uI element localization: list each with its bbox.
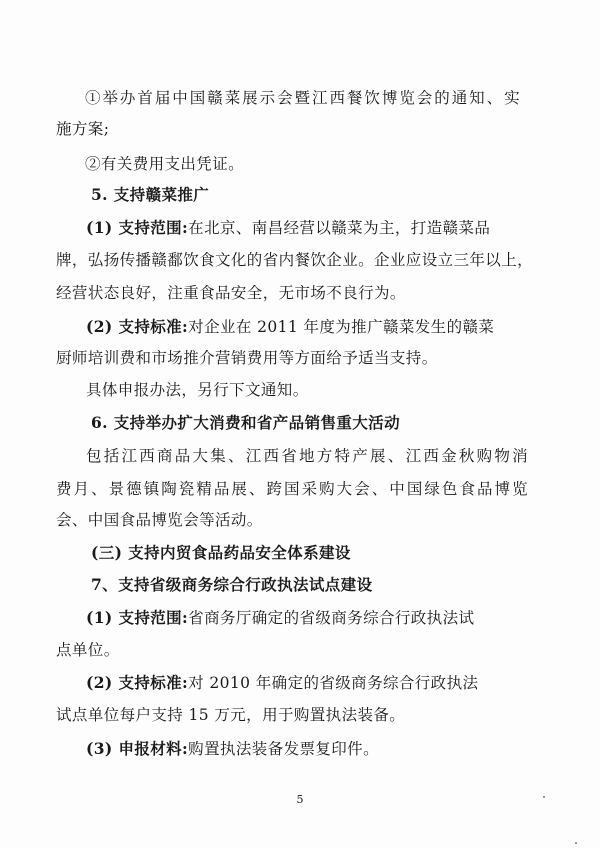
section-heading xyxy=(91,185,209,205)
body-line xyxy=(86,739,379,759)
line-text: ①举办首届中国赣菜展示会暨江西餐饮博览会的通知、实 xyxy=(85,89,520,107)
body-line xyxy=(86,218,490,238)
body-line xyxy=(86,380,309,400)
line-text: 点单位。 xyxy=(56,641,120,659)
body-line xyxy=(56,705,405,725)
scan-speck xyxy=(543,796,545,798)
line-text: 7、支持省级商务综合行政执法试点建设 xyxy=(91,575,373,594)
line-text: 包括江西商品大集、江西省地方特产展、江西金秋购物消 xyxy=(86,447,528,465)
line-text: 对 2010 年确定的省级商务综合行政执法 xyxy=(188,674,479,692)
line-text: 购置执法装备发票复印件。 xyxy=(188,740,379,758)
section-heading xyxy=(91,543,351,563)
page-number: 5 xyxy=(296,793,304,806)
body-line xyxy=(86,317,494,337)
line-text: 对企业在 2011 年度为推广赣菜发生的赣菜 xyxy=(188,318,495,336)
line-text: (三) 支持内贸食品药品安全体系建设 xyxy=(91,543,351,562)
line-text: 6. 支持举办扩大消费和省产品销售重大活动 xyxy=(91,413,400,432)
line-text: 经营状态良好，注重食品安全，无市场不良行为。 xyxy=(56,284,406,302)
line-text: 费月、景德镇陶瓷精品展、跨国采购大会、中国绿色食品博览 xyxy=(56,480,528,498)
line-text: 厨师培训费和市场推介营销费用等方面给予适当支持。 xyxy=(56,349,438,367)
body-line xyxy=(56,640,120,660)
body-line xyxy=(56,250,534,270)
line-text: 牌，弘扬传播赣鄱饮食文化的省内餐饮企业。企业应设立三年以上， xyxy=(56,251,534,269)
item-label: (2) 支持标准: xyxy=(86,317,189,336)
line-text: 施方案; xyxy=(56,120,110,138)
body-line xyxy=(86,673,478,693)
body-line xyxy=(56,510,263,530)
body-line xyxy=(56,348,438,368)
body-line xyxy=(86,446,528,466)
section-heading xyxy=(91,575,373,595)
line-text: 在北京、南昌经营以赣菜为主，打造赣菜品 xyxy=(188,219,491,237)
body-line xyxy=(56,283,406,303)
scan-speck xyxy=(575,842,577,844)
line-text: ②有关费用支出凭证。 xyxy=(85,155,245,173)
line-text: 5. 支持赣菜推广 xyxy=(91,185,210,204)
body-line xyxy=(85,88,520,108)
line-text: 省商务厅确定的省级商务综合行政执法试 xyxy=(188,609,475,627)
body-line xyxy=(56,479,528,499)
body-line xyxy=(86,608,474,628)
section-heading xyxy=(91,413,400,433)
line-text: 试点单位每户支持 15 万元，用于购置执法装备。 xyxy=(56,706,406,724)
item-label: (1) 支持范围: xyxy=(86,608,189,627)
line-text: 会、中国食品博览会等活动。 xyxy=(56,511,263,529)
item-label: (3) 申报材料: xyxy=(86,739,189,758)
line-text: 具体申报办法，另行下文通知。 xyxy=(86,381,309,399)
body-line xyxy=(56,119,109,139)
body-line xyxy=(85,154,244,174)
item-label: (2) 支持标准: xyxy=(86,673,189,692)
item-label: (1) 支持范围: xyxy=(86,218,189,237)
